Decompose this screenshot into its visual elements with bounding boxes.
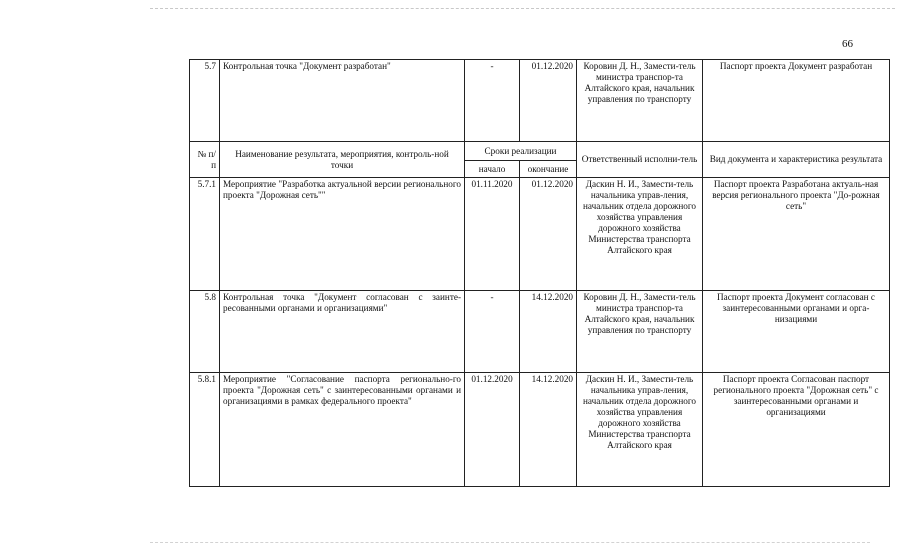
project-schedule-table [189, 59, 890, 487]
header-terms: Сроки реализации [465, 142, 577, 161]
row-name: Контрольная точка "Документ согласован с заинте-ресованными органами и организациями" [220, 291, 465, 373]
row-number: 5.8.1 [190, 373, 220, 487]
row-name: Мероприятие "Согласование паспорта регионально-го проекта "Дорожная сеть" с заинтересованными органами и организациями в рамках федерального проекта" [220, 373, 465, 487]
header-number: № п/п [190, 142, 220, 178]
scan-edge-bottom [150, 542, 870, 543]
row-end: 01.12.2020 [520, 60, 577, 142]
row-document: Паспорт проекта Согласован паспорт регионального проекта "Дорожная сеть" с заинтересованными органами и организациями [703, 373, 890, 487]
row-responsible: Коровин Д. Н., Замести-тель министра транспор-та Алтайского края, начальник управления по транспорту [577, 291, 703, 373]
row-end: 14.12.2020 [520, 291, 577, 373]
header-responsible: Ответственный исполни-тель [577, 142, 703, 178]
scan-edge-top [150, 8, 895, 9]
table-row [190, 60, 890, 142]
table-row [190, 291, 890, 373]
row-end: 14.12.2020 [520, 373, 577, 487]
row-responsible: Даскин Н. И., Замести-тель начальника управ-ления, начальник отдела дорожного хозяйства управления дорожного хозяйства Министерства транспорта Алтайского края [577, 373, 703, 487]
row-document: Паспорт проекта Разработана актуаль-ная версия регионального проекта "До-рожная сеть" [703, 178, 890, 291]
row-number: 5.8 [190, 291, 220, 373]
row-end: 01.12.2020 [520, 178, 577, 291]
row-start: 01.11.2020 [465, 178, 520, 291]
row-name: Мероприятие "Разработка актуальной версии регионального проекта "Дорожная сеть"" [220, 178, 465, 291]
row-name: Контрольная точка "Документ разработан" [220, 60, 465, 142]
header-end: окончание [520, 161, 577, 178]
page-number: 66 [842, 38, 853, 50]
row-responsible: Даскин Н. И., Замести-тель начальника управ-ления, начальник отдела дорожного хозяйства управления дорожного хозяйства Министерства транспорта Алтайского края [577, 178, 703, 291]
row-start: - [465, 60, 520, 142]
row-number: 5.7.1 [190, 178, 220, 291]
row-start: - [465, 291, 520, 373]
row-document: Паспорт проекта Документ разработан [703, 60, 890, 142]
table-row [190, 373, 890, 487]
table-row [190, 178, 890, 291]
row-document: Паспорт проекта Документ согласован с заинтересованными органами и орга-низациями [703, 291, 890, 373]
row-number: 5.7 [190, 60, 220, 142]
header-name: Наименование результата, мероприятия, контроль-ной точки [220, 142, 465, 178]
header-start: начало [465, 161, 520, 178]
row-responsible: Коровин Д. Н., Замести-тель министра транспор-та Алтайского края, начальник управления по транспорту [577, 60, 703, 142]
table-header-row [190, 142, 890, 161]
row-start: 01.12.2020 [465, 373, 520, 487]
header-document: Вид документа и характеристика результата [703, 142, 890, 178]
